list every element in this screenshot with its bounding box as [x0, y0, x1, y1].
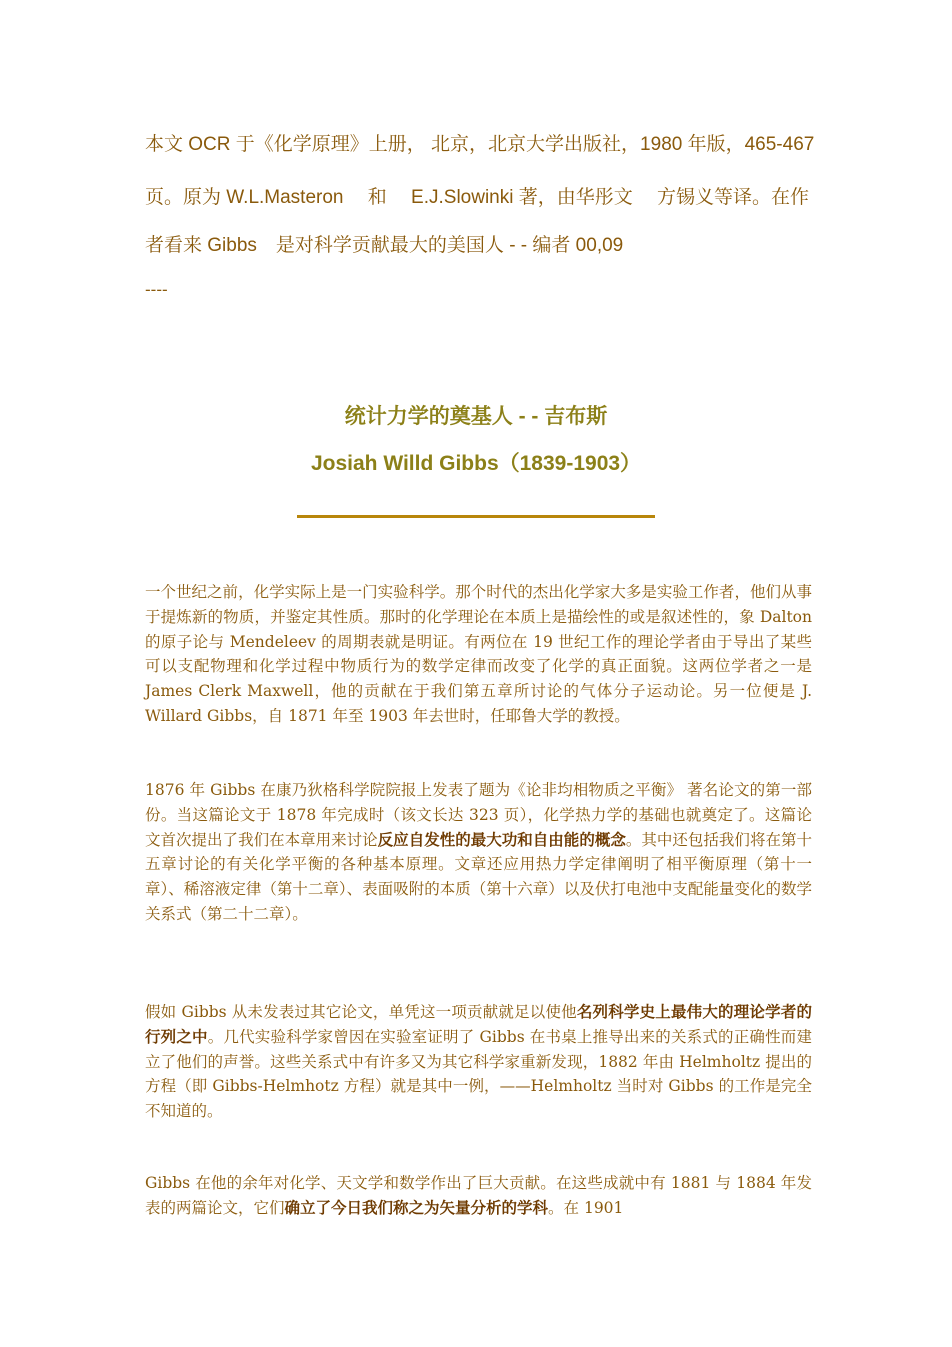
intro-line-2: 页。原为 W.L.Masteron 和 E.J.Slowinki 著，由华彤文 方锡义等译。在作	[145, 187, 810, 208]
paragraph-2-emphasis: 反应自发性的最大功和自由能的概念	[377, 830, 626, 849]
title-underline	[297, 515, 655, 518]
separator: ----	[145, 280, 168, 299]
paragraph-4	[145, 1171, 812, 1221]
intro-line-3: 者看来 Gibbs 是对科学贡献最大的美国人 - - 编者 00,09	[145, 235, 624, 256]
title-english: Josiah Willd Gibbs（1839-1903）	[310, 452, 642, 475]
paragraph-3-emphasis: 名列科学史上最伟大的理论学者的行列之中	[145, 1003, 812, 1046]
paragraph-3	[145, 1000, 812, 1124]
paragraph-4-text-b: 。在 1901	[548, 1198, 624, 1217]
paragraph-2-text-a: 1876 年 Gibbs 在康乃狄格科学院院报上发表了题为《论非均相物质之平衡》 著名论文的第一部份。当这篇论文于 1878 年完成时（该文长达 323 页），化学热力学的基础也就奠定了。这篇论文首次提出了我们在本章用来讨论	[145, 781, 812, 849]
paragraph-1: 一个世纪之前，化学实际上是一门实验科学。那个时代的杰出化学家大多是实验工作者，他们从事于提炼新的物质，并鉴定其性质。那时的化学理论在本质上是描绘性的或是叙述性的，象 Dalton 的原子论与 Mendeleev 的周期表就是明证。有两位在 19 世纪工作的理论学者由于导出了某些可以支配物理和化学过程中物质行为的数学定律而改变了化学的真正面貌。这两位学者之一是 James Clerk Maxwell，他的贡献在于我们第五章所讨论的气体分子运动论。另一位便是 J. Willard Gibbs，自 1871 年至 1903 年去世时，任耶鲁大学的教授。	[145, 583, 812, 725]
intro-line-1: 本文 OCR 于《化学原理》上册， 北京，北京大学出版社，1980 年版，465-467	[145, 134, 815, 155]
paragraph-2	[145, 778, 812, 927]
paragraph-2-text-b: 。其中还包括我们将在第十五章讨论的有关化学平衡的各种基本原理。文章还应用热力学定律阐明了相平衡原理（第十一章）、稀溶液定律（第十二章）、表面吸附的本质（第十六章）以及伏打电池中支配能量变化的数学关系式（第二十二章）。	[145, 830, 812, 923]
paragraph-4-text-a: Gibbs 在他的余年对化学、天文学和数学作出了巨大贡献。在这些成就中有 1881 与 1884 年发表的两篇论文，它们	[145, 1174, 812, 1217]
paragraph-3-text-a: 假如 Gibbs 从未发表过其它论文，单凭这一项贡献就足以使他	[145, 1003, 577, 1021]
paragraph-3-text-b: 。几代实验科学家曾因在实验室证明了 Gibbs 在书桌上推导出来的关系式的正确性而建立了他们的声誉。这些关系式中有许多又为其它科学家重新发现，1882 年由 Helmholtz 提出的方程（即 Gibbs-Helmhotz 方程）就是其中一例，——Helmholtz 当时对 Gibbs 的工作是完全不知道的。	[145, 1027, 812, 1121]
title-chinese: 统计力学的奠基人 - - 吉布斯	[344, 405, 608, 428]
paragraph-4-emphasis: 确立了今日我们称之为矢量分析的学科	[284, 1198, 549, 1217]
